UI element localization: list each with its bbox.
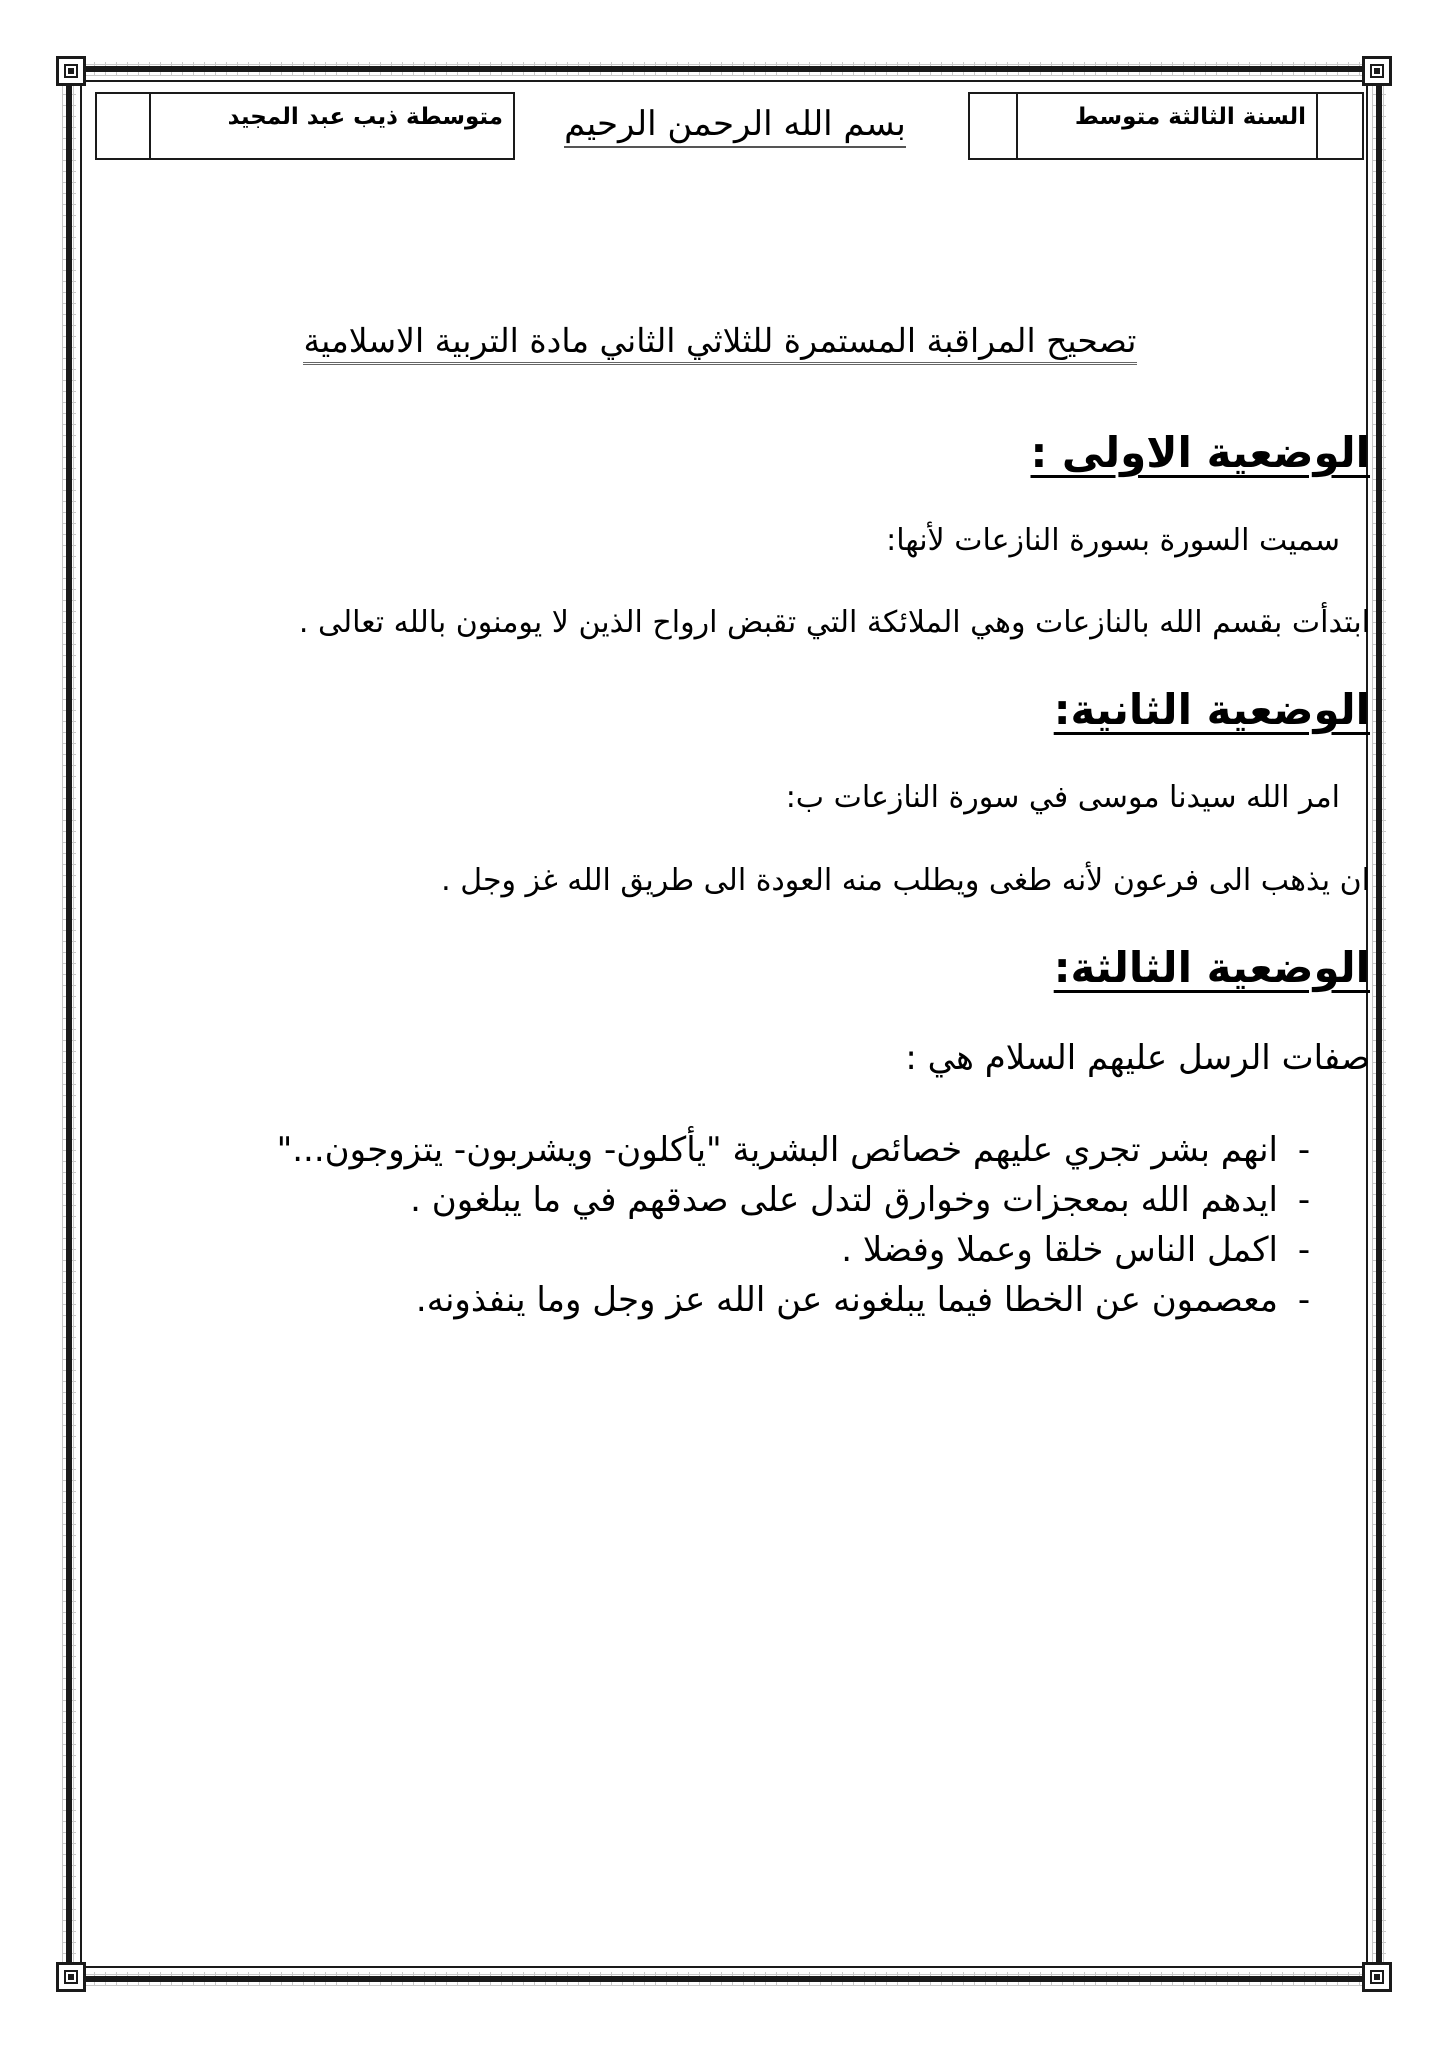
frame-corner-ornament	[56, 1962, 86, 1992]
section-1-question: سميت السورة بسورة النازعات لأنها:	[886, 523, 1340, 558]
frame-corner-ornament	[1362, 56, 1392, 86]
section-2-answer: ان يذهب الى فرعون لأنه طغى ويطلب منه العودة الى طريق الله غز وجل .	[441, 863, 1370, 898]
section-heading-1	[1031, 425, 1371, 481]
section-heading-2-text: الوضعية الثانية:	[1053, 685, 1370, 734]
basmala	[560, 102, 910, 146]
section-3-question: صفات الرسل عليهم السلام هي :	[905, 1038, 1370, 1078]
section-1-answer: ابتدأت بقسم الله بالنازعات وهي الملائكة التي تقبض ارواح الذين لا يومنون بالله تعالى .	[298, 605, 1370, 640]
list-item-text: ايدهم الله بمعجزات وخوارق لتدل على صدقهم في ما يبلغون .	[410, 1180, 1278, 1220]
frame-corner-ornament	[56, 56, 86, 86]
school-box-blank-cell	[97, 94, 151, 158]
bullet-dash: -	[1297, 1280, 1311, 1320]
section-heading-1-text: الوضعية الاولى :	[1030, 428, 1370, 477]
list-item-text: اكمل الناس خلقا وعملا وفضلا .	[841, 1230, 1278, 1270]
level-box-blank-cell	[970, 94, 1018, 158]
school-name-box	[95, 92, 515, 160]
frame-corner-ornament	[1362, 1962, 1392, 1992]
bullet-dash: -	[1297, 1180, 1311, 1220]
level-box-blank-cell-right	[1316, 94, 1362, 158]
list-item	[277, 1275, 1330, 1325]
document-title-text: تصحيح المراقبة المستمرة للثلاثي الثاني مادة التربية الاسلامية	[303, 321, 1136, 365]
section-2-question: امر الله سيدنا موسى في سورة النازعات ب:	[785, 780, 1340, 815]
list-item	[277, 1175, 1330, 1225]
section-heading-3-text: الوضعية الثالثة:	[1053, 943, 1370, 992]
section-heading-2	[1054, 682, 1370, 738]
list-item-text: انهم بشر تجري عليهم خصائص البشرية "يأكلون- ويشربون- يتزوجون..."	[276, 1130, 1278, 1170]
list-item	[277, 1225, 1330, 1275]
bullet-dash: -	[1297, 1230, 1311, 1270]
section-3-bullet-list	[277, 1125, 1330, 1325]
basmala-text: بسم الله الرحمن الرحيم	[564, 104, 906, 148]
section-heading-3	[1054, 940, 1370, 996]
document-title	[280, 318, 1160, 364]
list-item	[277, 1125, 1330, 1175]
class-level: السنة الثالثة متوسط	[1074, 104, 1306, 130]
class-level-box	[968, 92, 1364, 160]
bullet-dash: -	[1297, 1130, 1311, 1170]
list-item-text: معصمون عن الخطا فيما يبلغونه عن الله عز وجل وما ينفذونه.	[415, 1280, 1278, 1320]
school-name: متوسطة ذيب عبد المجيد	[227, 104, 503, 130]
